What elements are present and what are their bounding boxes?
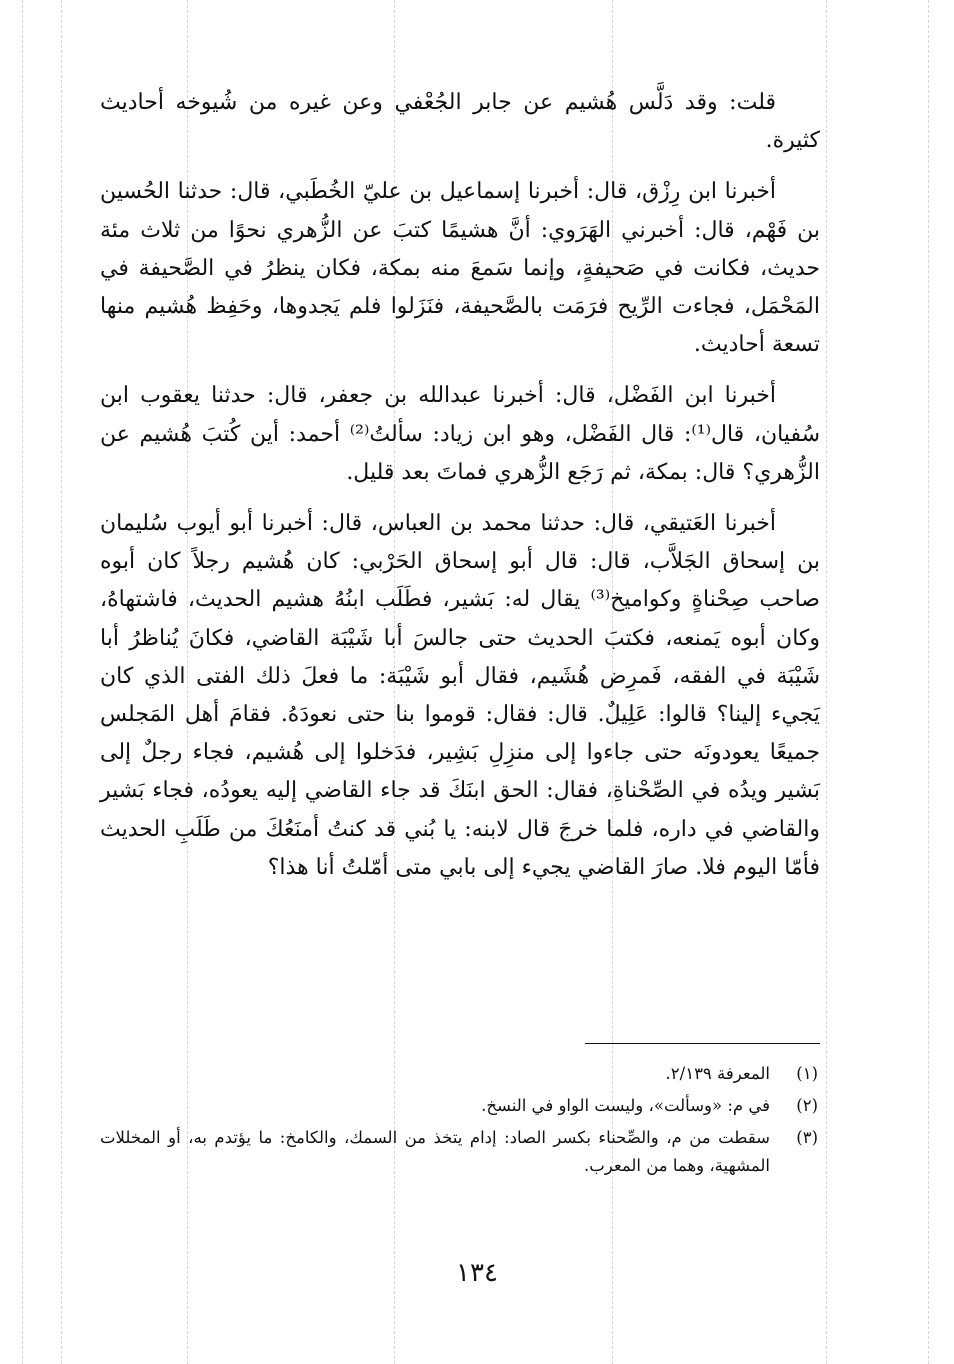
footnote-text: في م: «وسألت»، وليست الواو في النسخ. (481, 1096, 770, 1115)
page-number: ١٣٤ (456, 1258, 498, 1288)
footnote-2 (100, 1092, 820, 1120)
main-text (100, 84, 820, 900)
guide-line (61, 0, 62, 1364)
footnote-text: المعرفة ٢/١٣٩. (665, 1064, 770, 1083)
footnote-separator (585, 1043, 820, 1044)
paragraph-1: قلت: وقد دَلَّس هُشيم عن جابر الجُعْفي وعن غيره من شُيوخه أحاديث كثيرة. (100, 90, 820, 154)
guide-line (826, 0, 827, 1364)
guide-line (928, 0, 929, 1364)
footnote-number: (١) (796, 1064, 818, 1083)
footnote-1 (100, 1060, 820, 1088)
paragraph-4: أخبرنا العَتيقي، قال: حدثنا محمد بن العباس، قال: أخبرنا أبو أيوب سُليمان بن إسحاق الجَلاَّب، قال: قال أبو إسحاق الحَرْبي: كان هُشيم رجلاً كان أبوه صاحب صِحْناةٍ وكواميخ⁽³⁾ يقال له: بَشير، فطَلَب ابنُهُ هشيم الحديث، فاشتهاهُ، وكان أبوه يَمنعه، فكتبَ الحديث حتى جالسَ أبا شَيْبَة القاضي، فكانَ يُناظرُ أبا شَيْبَة في الفقه، فَمرِض هُشَيم، فقال أبو شَيْبَة: ما فعلَ ذلك الفتى الذي كان يَجيء إلينا؟ قالوا: عَلِيلٌ. قال: فقال: قوموا بنا حتى نعودَهُ. فقامَ أهل المَجلس جميعًا يعودونَه حتى جاءوا إلى منزِلِ بَشِير، فدَخلوا إلى هُشيم، فجاء رجلٌ إلى بَشير ويدُه في الصِّحْناةِ، فقال: الحق ابنَكَ قد جاء القاضي إليه يعودُه، فجاء بَشير والقاضي في داره، فلما خرجَ قال لابنه: يا بُني قد كنتُ أمنَعُكَ من طَلَبِ الحديث فأمّا اليوم فلا. صارَ القاضي يجيء إلى بابي متى أمّلتُ أنا هذا؟ (100, 511, 820, 880)
footnote-3 (100, 1124, 820, 1180)
footnote-text: سقطت من م، والصِّحناء بكسر الصاد: إدام يتخذ من السمك، والكامخ: ما يؤتدم به، أو المخللات المشهية، وهما من المعرب. (100, 1128, 770, 1175)
paragraph-2: أخبرنا ابن رِزْق، قال: أخبرنا إسماعيل بن عليّ الخُطَبي، قال: حدثنا الحُسين بن فَهْم، قال: أخبرني الهَرَوي: أنَّ هشيمًا كتبَ عن الزُّهري نحوًا من ثلاث مئة حديث، فكانت في صَحيفةٍ، وإنما سَمعَ منه بمكة، فكان ينظرُ في الصَّحيفة في المَحْمَل، فجاءت الرِّيح فرَمَت بالصَّحيفة، فنَزَلوا فلم يَجدوها، وحَفِظ هُشيم منها تسعة أحاديث. (100, 179, 820, 358)
footnote-number: (٢) (796, 1096, 818, 1115)
guide-line (22, 0, 23, 1364)
paragraph-3: أخبرنا ابن الفَضْل، قال: أخبرنا عبدالله بن جعفر، قال: حدثنا يعقوب ابن سُفيان، قال⁽¹⁾: قال الفَضْل، وهو ابن زياد: سألتُ⁽²⁾ أحمد: أين كُتبَ هُشيم عن الزُّهري؟ قال: بمكة، ثم رَجَع الزُّهري فماتَ بعد قليل. (100, 383, 821, 485)
footnote-number: (٣) (796, 1128, 818, 1147)
footnotes (100, 1060, 820, 1184)
